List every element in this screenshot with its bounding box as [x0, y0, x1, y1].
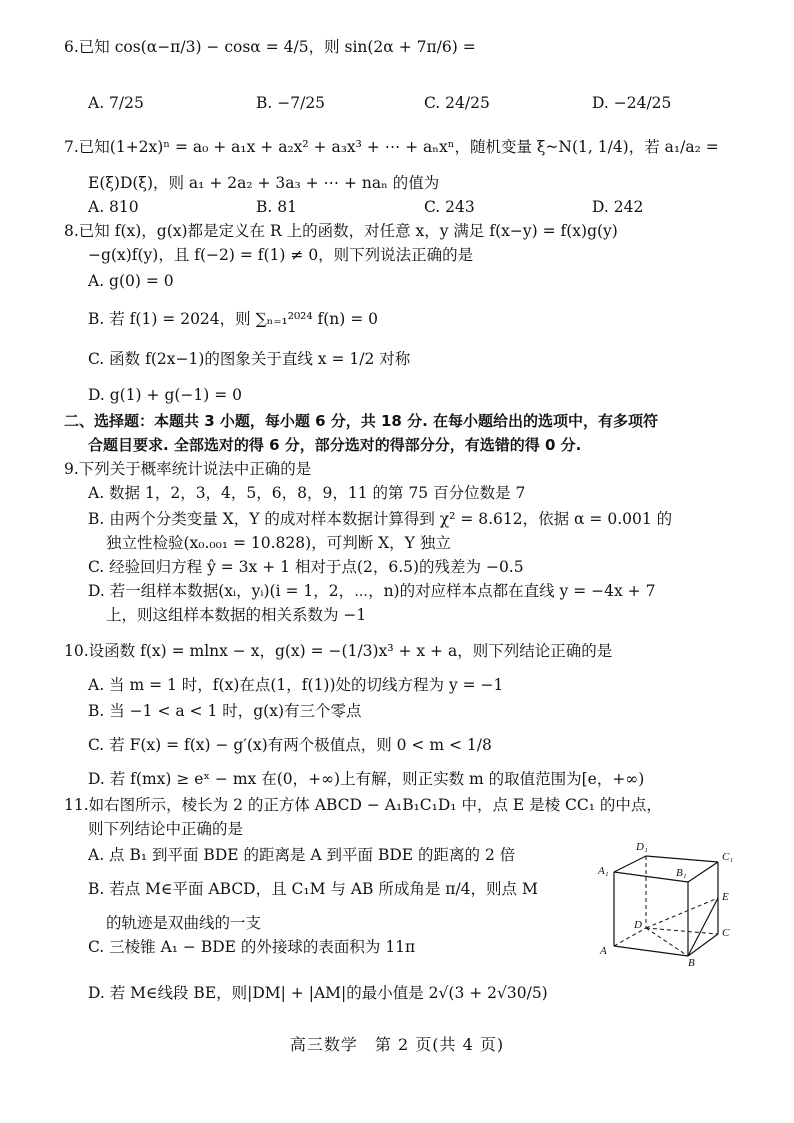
- edge-d1-c1: [646, 856, 718, 862]
- label-d1: D₁: [636, 841, 648, 853]
- page-footer: 高三数学 第 2 页(共 4 页): [289, 1035, 505, 1054]
- q10-stem: 10.设函数 f(x) = mlnx − x，g(x) = −(1/3)x³ + x + a，则下列结论正确的是: [64, 642, 613, 660]
- q10-option-d: D. 若 f(mx) ≥ eˣ − mx 在(0，+∞)上有解，则正实数 m 的取值范围为[e，+∞): [88, 770, 645, 788]
- q9-option-c: C. 经验回归方程 ŷ = 3x + 1 相对于点(2，6.5)的残差为 −0.5: [88, 558, 524, 576]
- cube-figure: [596, 836, 746, 966]
- q10-option-c: C. 若 F(x) = f(x) − g′(x)有两个极值点，则 0 < m < 1/8: [88, 736, 492, 754]
- q7-option-d: D. 242: [592, 198, 644, 216]
- label-c: C: [722, 927, 730, 939]
- q6-stem: 6.已知 cos(α−π/3) − cosα = 4/5，则 sin(2α + 7π/6) =: [64, 38, 476, 56]
- q9-option-d-line2: 上，则这组样本数据的相关系数为 −1: [106, 606, 367, 624]
- q6-option-b: B. −7/25: [256, 94, 326, 112]
- label-b1: B₁: [676, 867, 687, 879]
- q11-option-b-line2: 的轨迹是双曲线的一支: [106, 914, 262, 932]
- q8-stem-line2: −g(x)f(y)，且 f(−2) = f(1) ≠ 0，则下列说法正确的是: [88, 246, 474, 264]
- q6-option-d: D. −24/25: [592, 94, 672, 112]
- section2-heading-line2: 合题目要求. 全部选对的得 6 分，部分选对的得部分分，有选错的得 0 分.: [88, 436, 582, 454]
- q7-option-b: B. 81: [256, 198, 297, 216]
- q11-option-d: D. 若 M∈线段 BE，则|DM| + |AM|的最小值是 2√(3 + 2√30/5): [88, 984, 548, 1002]
- q11-stem-line2: 则下列结论中正确的是: [88, 820, 244, 838]
- label-c1: C₁: [722, 851, 734, 863]
- q6-option-a: A. 7/25: [88, 94, 144, 112]
- hidden-edge-d-c: [646, 928, 718, 934]
- label-d: D: [634, 919, 642, 931]
- q7-stem-line2: E(ξ)D(ξ)，则 a₁ + 2a₂ + 3a₃ + ⋯ + naₙ 的值为: [88, 174, 440, 192]
- q10-option-a: A. 当 m = 1 时，f(x)在点(1，f(1))处的切线方程为 y = −1: [88, 676, 504, 694]
- q7-option-c: C. 243: [424, 198, 475, 216]
- q8-option-c: C. 函数 f(2x−1)的图象关于直线 x = 1/2 对称: [88, 350, 411, 368]
- q8-option-a: A. g(0) = 0: [88, 272, 174, 290]
- edge-a-b: [614, 946, 688, 956]
- q7-stem-line1: 7.已知(1+2x)ⁿ = a₀ + a₁x + a₂x² + a₃x³ + ⋯ + aₙxⁿ，随机变量 ξ~N(1, 1/4)，若 a₁/a₂ =: [64, 138, 719, 156]
- q7-option-a: A. 810: [88, 198, 139, 216]
- section2-heading-line1: 二、选择题：本题共 3 小题，每小题 6 分，共 18 分. 在每小题给出的选项中，有多项符: [64, 412, 659, 430]
- label-a: A: [600, 945, 607, 957]
- segment-b-e: [688, 898, 718, 956]
- label-e: E: [722, 891, 729, 903]
- q10-option-b: B. 当 −1 < a < 1 时，g(x)有三个零点: [88, 702, 362, 720]
- q9-option-b-line2: 独立性检验(x₀.₀₀₁ = 10.828)，可判断 X，Y 独立: [106, 534, 451, 552]
- q8-option-d: D. g(1) + g(−1) = 0: [88, 386, 243, 404]
- label-a1: A₁: [598, 865, 609, 877]
- q9-option-b-line1: B. 由两个分类变量 X，Y 的成对样本数据计算得到 χ² = 8.612，依据 α = 0.001 的: [88, 510, 673, 528]
- edge-b-c: [688, 934, 718, 956]
- q8-option-b: B. 若 f(1) = 2024，则 ∑ₙ₌₁²⁰²⁴ f(n) = 0: [88, 310, 379, 328]
- q11-option-a: A. 点 B₁ 到平面 BDE 的距离是 A 到平面 BDE 的距离的 2 倍: [88, 846, 516, 864]
- q9-stem: 9.下列关于概率统计说法中正确的是: [64, 460, 312, 478]
- q11-option-b-line1: B. 若点 M∈平面 ABCD，且 C₁M 与 AB 所成角是 π/4，则点 M: [88, 880, 538, 898]
- edge-b1-c1: [688, 862, 718, 882]
- q6-option-c: C. 24/25: [424, 94, 490, 112]
- q11-stem-line1: 11.如右图所示，棱长为 2 的正方体 ABCD − A₁B₁C₁D₁ 中，点 E 是棱 CC₁ 的中点，: [64, 796, 662, 814]
- q9-option-d-line1: D. 若一组样本数据(xᵢ，yᵢ)(i = 1，2，⋯，n)的对应样本点都在直线 y = −4x + 7: [88, 582, 656, 600]
- q9-option-a: A. 数据 1，2，3，4，5，6，8，9，11 的第 75 百分位数是 7: [88, 484, 526, 502]
- label-b: B: [688, 957, 695, 966]
- hidden-segment-d-e: [646, 898, 718, 928]
- q8-stem-line1: 8.已知 f(x)，g(x)都是定义在 R 上的函数，对任意 x，y 满足 f(x−y) = f(x)g(y): [64, 222, 618, 240]
- hidden-segment-d-b: [646, 928, 688, 956]
- q11-option-c: C. 三棱锥 A₁ − BDE 的外接球的表面积为 11π: [88, 938, 416, 956]
- edge-a1-d1: [614, 856, 646, 872]
